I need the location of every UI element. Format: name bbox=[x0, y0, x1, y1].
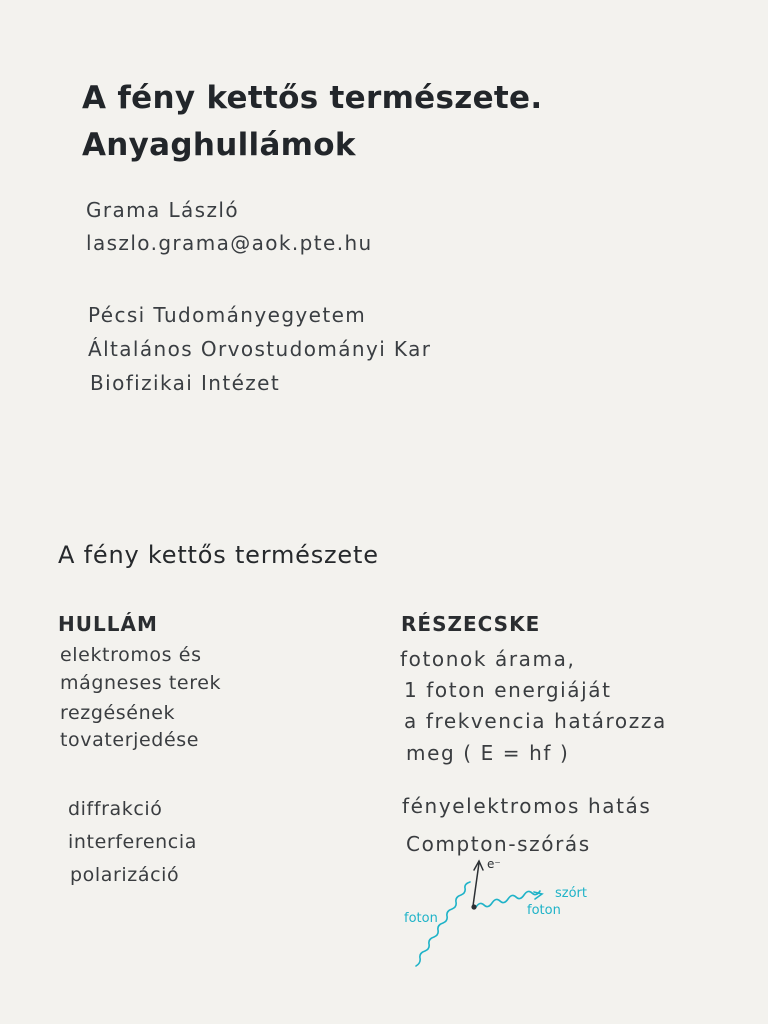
wave-phenomenon: polarizáció bbox=[70, 864, 180, 886]
particle-phenomenon: Compton-szórás bbox=[406, 832, 591, 856]
author-name: Grama László bbox=[86, 198, 239, 222]
scattered-photon-arrowhead bbox=[534, 892, 542, 899]
wave-desc-line: elektromos és bbox=[60, 644, 202, 666]
incoming-photon-label: foton bbox=[404, 911, 438, 926]
particle-desc-line: 1 foton energiáját bbox=[404, 678, 612, 702]
wave-heading: HULLÁM bbox=[58, 612, 158, 636]
wave-phenomenon: diffrakció bbox=[68, 798, 163, 820]
particle-desc-line: a frekvencia határozza bbox=[404, 709, 667, 733]
electron-label: e⁻ bbox=[487, 857, 501, 871]
affiliation-faculty: Általános Orvostudományi Kar bbox=[88, 337, 432, 361]
particle-phenomenon: fényelektromos hatás bbox=[402, 794, 652, 818]
particle-desc-line: meg ( E = hf ) bbox=[406, 741, 570, 765]
slide1-title-line1: A fény kettős természete. bbox=[82, 80, 543, 116]
scattered-photon-label-2: foton bbox=[527, 903, 561, 918]
particle-heading: RÉSZECSKE bbox=[401, 612, 541, 636]
wave-phenomenon: interferencia bbox=[68, 831, 197, 853]
author-email: laszlo.grama@aok.pte.hu bbox=[86, 231, 373, 255]
slide1-title-line2: Anyaghullámok bbox=[82, 127, 356, 163]
collision-point bbox=[471, 904, 476, 909]
particle-desc-line: fotonok árama, bbox=[400, 647, 576, 671]
scattered-photon-label-1: szórt bbox=[555, 886, 587, 901]
slide2-title: A fény kettős természete bbox=[58, 541, 379, 569]
wave-desc-line: rezgésének bbox=[60, 702, 176, 724]
wave-desc-line: mágneses terek bbox=[60, 672, 222, 694]
wave-desc-line: tovaterjedése bbox=[60, 729, 200, 751]
affiliation-institute: Biofizikai Intézet bbox=[90, 371, 281, 395]
affiliation-university: Pécsi Tudományegyetem bbox=[88, 303, 367, 327]
